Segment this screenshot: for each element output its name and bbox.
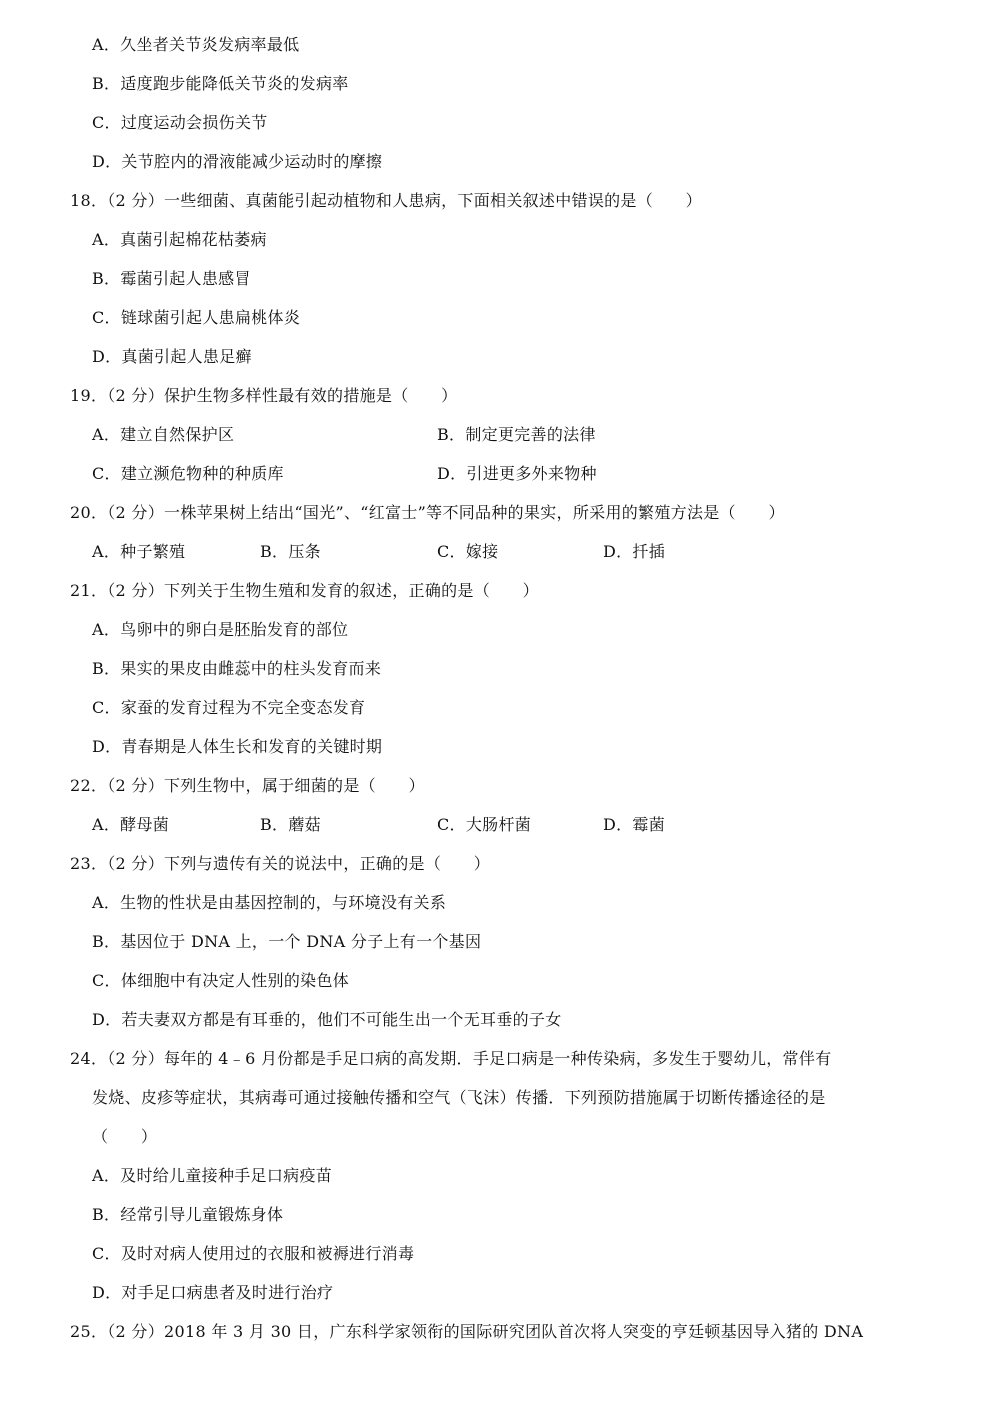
q23-option-d: D．若夫妻双方都是有耳垂的，他们不可能生出一个无耳垂的子女 xyxy=(92,1010,562,1029)
q21-option-d: D．青春期是人体生长和发育的关键时期 xyxy=(92,737,383,756)
q19-option-d: D．引进更多外来物种 xyxy=(437,464,597,483)
q18-stem: 18．（2 分）一些细菌、真菌能引起动植物和人患病，下面相关叙述中错误的是（ ） xyxy=(70,191,702,210)
q23-stem: 23．（2 分）下列与遗传有关的说法中，正确的是（ ） xyxy=(70,854,491,873)
q24-stem-line2: 发烧、皮疹等症状，其病毒可通过接触传播和空气（飞沫）传播．下列预防措施属于切断传播途径的是 xyxy=(92,1088,826,1107)
q20-stem: 20．（2 分）一株苹果树上结出“国光”、“红富士”等不同品种的果实，所采用的繁殖方法是（ ） xyxy=(70,503,785,522)
q20-option-c: C．嫁接 xyxy=(437,542,499,561)
q24-option-c: C．及时对病人使用过的衣服和被褥进行消毒 xyxy=(92,1244,415,1263)
q21-option-a: A．鸟卵中的卵白是胚胎发育的部位 xyxy=(92,620,349,639)
q22-option-c: C．大肠杆菌 xyxy=(437,815,532,834)
q17-option-c: C．过度运动会损伤关节 xyxy=(92,113,268,132)
q22-option-a: A．酵母菌 xyxy=(92,815,170,834)
q19-option-b: B．制定更完善的法律 xyxy=(437,425,596,444)
q20-option-d: D．扦插 xyxy=(603,542,666,561)
q18-option-b: B．霉菌引起人患感冒 xyxy=(92,269,251,288)
q17-option-a: A．久坐者关节炎发病率最低 xyxy=(92,35,300,54)
q24-stem-line1: 24．（2 分）每年的 4﹣6 月份都是手足口病的高发期．手足口病是一种传染病，多发生于婴幼儿，常伴有 xyxy=(70,1049,832,1068)
q23-option-c: C．体细胞中有决定人性别的染色体 xyxy=(92,971,350,990)
q24-option-b: B．经常引导儿童锻炼身体 xyxy=(92,1205,284,1224)
q19-option-a: A．建立自然保护区 xyxy=(92,425,235,444)
q21-option-b: B．果实的果皮由雌蕊中的柱头发育而来 xyxy=(92,659,382,678)
q19-stem: 19．（2 分）保护生物多样性最有效的措施是（ ） xyxy=(70,386,458,405)
q20-option-b: B．压条 xyxy=(260,542,321,561)
q17-option-b: B．适度跑步能降低关节炎的发病率 xyxy=(92,74,349,93)
q24-option-d: D．对手足口病患者及时进行治疗 xyxy=(92,1283,334,1302)
q23-option-b: B．基因位于 DNA 上，一个 DNA 分子上有一个基因 xyxy=(92,932,482,951)
q24-stem-line3: （ ） xyxy=(92,1127,158,1146)
q24-option-a: A．及时给儿童接种手足口病疫苗 xyxy=(92,1166,333,1185)
q25-stem-line1: 25．（2 分）2018 年 3 月 30 日，广东科学家领衔的国际研究团队首次将人突变的亨廷顿基因导入猪的 DNA xyxy=(70,1322,864,1341)
q19-option-c: C．建立濒危物种的种质库 xyxy=(92,464,284,483)
q21-option-c: C．家蚕的发育过程为不完全变态发育 xyxy=(92,698,366,717)
q22-option-b: B．蘑菇 xyxy=(260,815,321,834)
q17-option-d: D．关节腔内的滑液能减少运动时的摩擦 xyxy=(92,152,383,171)
q22-option-d: D．霉菌 xyxy=(603,815,666,834)
q18-option-a: A．真菌引起棉花枯萎病 xyxy=(92,230,267,249)
q22-stem: 22．（2 分）下列生物中，属于细菌的是（ ） xyxy=(70,776,425,795)
q23-option-a: A．生物的性状是由基因控制的，与环境没有关系 xyxy=(92,893,447,912)
q20-option-a: A．种子繁殖 xyxy=(92,542,186,561)
q21-stem: 21．（2 分）下列关于生物生殖和发育的叙述，正确的是（ ） xyxy=(70,581,539,600)
q18-option-c: C．链球菌引起人患扁桃体炎 xyxy=(92,308,301,327)
q18-option-d: D．真菌引起人患足癣 xyxy=(92,347,252,366)
